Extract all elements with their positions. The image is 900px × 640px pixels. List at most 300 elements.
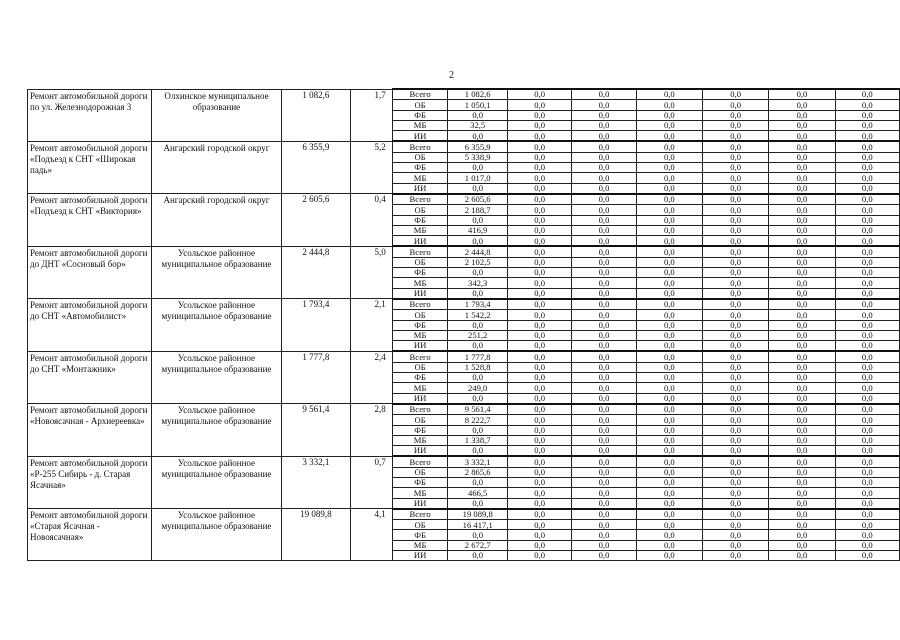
- funding-value-cell: 0,0: [448, 163, 508, 173]
- funding-value-cell: 1 082,6: [448, 89, 508, 100]
- year-value-cell: 0,0: [769, 383, 835, 393]
- year-value-cell: 0,0: [702, 446, 768, 457]
- year-value-cell: 0,0: [702, 194, 768, 205]
- year-value-cell: 0,0: [835, 530, 899, 540]
- year-value-cell: 0,0: [508, 477, 572, 487]
- year-value-cell: 0,0: [769, 173, 835, 183]
- year-value-cell: 0,0: [636, 89, 702, 100]
- year-value-cell: 0,0: [636, 551, 702, 561]
- road-length-cell: 5,2: [351, 141, 393, 193]
- year-value-cell: 0,0: [636, 173, 702, 183]
- year-value-cell: 0,0: [835, 446, 899, 457]
- year-value-cell: 0,0: [769, 246, 835, 257]
- year-value-cell: 0,0: [636, 215, 702, 225]
- funding-source-cell: Всего: [392, 509, 448, 520]
- funding-value-cell: 0,0: [448, 393, 508, 404]
- year-value-cell: 0,0: [636, 393, 702, 404]
- funding-source-cell: ОБ: [392, 362, 448, 372]
- year-value-cell: 0,0: [702, 299, 768, 310]
- year-value-cell: 0,0: [508, 141, 572, 152]
- project-name-cell: Ремонт автомобильной дороги «Р-255 Сибирь - д. Старая Ясачная»: [28, 456, 152, 508]
- table-row: [28, 89, 900, 100]
- year-value-cell: 0,0: [572, 288, 636, 299]
- municipality-cell: Усольское районное муниципальное образование: [152, 456, 281, 508]
- year-value-cell: 0,0: [572, 152, 636, 162]
- funding-value-cell: 0,0: [448, 498, 508, 509]
- funding-source-cell: ИИ: [392, 393, 448, 404]
- municipality-cell: Усольское районное муниципальное образование: [152, 246, 281, 298]
- year-value-cell: 0,0: [508, 551, 572, 561]
- funding-source-cell: Всего: [392, 456, 448, 467]
- year-value-cell: 0,0: [769, 299, 835, 310]
- funding-source-cell: ИИ: [392, 183, 448, 194]
- year-value-cell: 0,0: [835, 435, 899, 445]
- year-value-cell: 0,0: [769, 131, 835, 142]
- year-value-cell: 0,0: [508, 320, 572, 330]
- year-value-cell: 0,0: [636, 456, 702, 467]
- funding-source-cell: ИИ: [392, 236, 448, 247]
- year-value-cell: 0,0: [702, 341, 768, 352]
- year-value-cell: 0,0: [572, 131, 636, 142]
- road-length-cell: 2,4: [351, 351, 393, 403]
- year-value-cell: 0,0: [835, 131, 899, 142]
- funding-value-cell: 0,0: [448, 268, 508, 278]
- year-value-cell: 0,0: [508, 215, 572, 225]
- year-value-cell: 0,0: [636, 383, 702, 393]
- year-value-cell: 0,0: [702, 540, 768, 550]
- funding-source-cell: ФБ: [392, 110, 448, 120]
- year-value-cell: 0,0: [636, 446, 702, 457]
- project-cost-cell: 6 355,9: [281, 141, 351, 193]
- year-value-cell: 0,0: [508, 194, 572, 205]
- year-value-cell: 0,0: [702, 310, 768, 320]
- year-value-cell: 0,0: [702, 362, 768, 372]
- year-value-cell: 0,0: [636, 205, 702, 215]
- year-value-cell: 0,0: [835, 415, 899, 425]
- year-value-cell: 0,0: [702, 205, 768, 215]
- road-length-cell: 0,7: [351, 456, 393, 508]
- year-value-cell: 0,0: [769, 551, 835, 561]
- year-value-cell: 0,0: [508, 435, 572, 445]
- funding-value-cell: 6 355,9: [448, 141, 508, 152]
- year-value-cell: 0,0: [835, 509, 899, 520]
- year-value-cell: 0,0: [835, 488, 899, 498]
- funding-source-cell: Всего: [392, 89, 448, 100]
- year-value-cell: 0,0: [636, 509, 702, 520]
- year-value-cell: 0,0: [769, 520, 835, 530]
- year-value-cell: 0,0: [835, 246, 899, 257]
- funding-value-cell: 3 332,1: [448, 456, 508, 467]
- year-value-cell: 0,0: [835, 205, 899, 215]
- year-value-cell: 0,0: [702, 551, 768, 561]
- table-row: [28, 246, 900, 257]
- year-value-cell: 0,0: [769, 341, 835, 352]
- project-name-cell: Ремонт автомобильной дороги «Подъезд к СНТ «Широкая падь»: [28, 141, 152, 193]
- year-value-cell: 0,0: [769, 393, 835, 404]
- funding-source-cell: ФБ: [392, 477, 448, 487]
- year-value-cell: 0,0: [636, 488, 702, 498]
- year-value-cell: 0,0: [572, 415, 636, 425]
- year-value-cell: 0,0: [835, 425, 899, 435]
- funding-value-cell: 342,3: [448, 278, 508, 288]
- funding-value-cell: 466,5: [448, 488, 508, 498]
- year-value-cell: 0,0: [835, 540, 899, 550]
- year-value-cell: 0,0: [702, 404, 768, 415]
- year-value-cell: 0,0: [572, 351, 636, 362]
- year-value-cell: 0,0: [508, 498, 572, 509]
- year-value-cell: 0,0: [572, 225, 636, 235]
- funding-source-cell: ОБ: [392, 100, 448, 110]
- year-value-cell: 0,0: [769, 215, 835, 225]
- funding-value-cell: 5 338,9: [448, 152, 508, 162]
- year-value-cell: 0,0: [508, 467, 572, 477]
- year-value-cell: 0,0: [702, 225, 768, 235]
- year-value-cell: 0,0: [636, 163, 702, 173]
- year-value-cell: 0,0: [835, 100, 899, 110]
- year-value-cell: 0,0: [702, 467, 768, 477]
- year-value-cell: 0,0: [572, 100, 636, 110]
- funding-value-cell: 19 089,8: [448, 509, 508, 520]
- year-value-cell: 0,0: [769, 89, 835, 100]
- funding-source-cell: МБ: [392, 330, 448, 340]
- project-name-cell: Ремонт автомобильной дороги до ДНТ «Сосновый бор»: [28, 246, 152, 298]
- funding-value-cell: 0,0: [448, 215, 508, 225]
- year-value-cell: 0,0: [572, 205, 636, 215]
- year-value-cell: 0,0: [702, 351, 768, 362]
- funding-value-cell: 2 188,7: [448, 205, 508, 215]
- year-value-cell: 0,0: [636, 152, 702, 162]
- year-value-cell: 0,0: [572, 183, 636, 194]
- year-value-cell: 0,0: [835, 310, 899, 320]
- year-value-cell: 0,0: [572, 446, 636, 457]
- year-value-cell: 0,0: [572, 257, 636, 267]
- funding-value-cell: 2 672,7: [448, 540, 508, 550]
- year-value-cell: 0,0: [702, 509, 768, 520]
- year-value-cell: 0,0: [508, 520, 572, 530]
- funding-source-cell: ИИ: [392, 551, 448, 561]
- funding-value-cell: 0,0: [448, 236, 508, 247]
- year-value-cell: 0,0: [636, 120, 702, 130]
- funding-source-cell: МБ: [392, 225, 448, 235]
- year-value-cell: 0,0: [572, 320, 636, 330]
- project-name-cell: Ремонт автомобильной дороги до СНТ «Монтажник»: [28, 351, 152, 403]
- funding-value-cell: 0,0: [448, 288, 508, 299]
- funding-source-cell: МБ: [392, 120, 448, 130]
- funding-source-cell: ФБ: [392, 268, 448, 278]
- year-value-cell: 0,0: [835, 341, 899, 352]
- funding-source-cell: ОБ: [392, 415, 448, 425]
- project-cost-cell: 3 332,1: [281, 456, 351, 508]
- year-value-cell: 0,0: [769, 330, 835, 340]
- table-row: [28, 404, 900, 415]
- funding-source-cell: ФБ: [392, 373, 448, 383]
- project-cost-cell: 1 777,8: [281, 351, 351, 403]
- year-value-cell: 0,0: [702, 246, 768, 257]
- funding-value-cell: 2 865,6: [448, 467, 508, 477]
- funding-source-cell: ФБ: [392, 215, 448, 225]
- year-value-cell: 0,0: [769, 278, 835, 288]
- funding-value-cell: 0,0: [448, 320, 508, 330]
- funding-source-cell: Всего: [392, 194, 448, 205]
- project-name-cell: Ремонт автомобильной дороги до СНТ «Автомобилист»: [28, 299, 152, 351]
- year-value-cell: 0,0: [835, 173, 899, 183]
- year-value-cell: 0,0: [508, 163, 572, 173]
- year-value-cell: 0,0: [702, 456, 768, 467]
- year-value-cell: 0,0: [508, 236, 572, 247]
- year-value-cell: 0,0: [702, 373, 768, 383]
- year-value-cell: 0,0: [702, 278, 768, 288]
- year-value-cell: 0,0: [702, 163, 768, 173]
- municipality-cell: Усольское районное муниципальное образование: [152, 351, 281, 403]
- table-row: [28, 299, 900, 310]
- year-value-cell: 0,0: [769, 373, 835, 383]
- funding-value-cell: 251,2: [448, 330, 508, 340]
- year-value-cell: 0,0: [572, 110, 636, 120]
- funding-source-cell: ОБ: [392, 467, 448, 477]
- year-value-cell: 0,0: [636, 310, 702, 320]
- year-value-cell: 0,0: [508, 330, 572, 340]
- year-value-cell: 0,0: [572, 520, 636, 530]
- year-value-cell: 0,0: [702, 173, 768, 183]
- year-value-cell: 0,0: [572, 425, 636, 435]
- year-value-cell: 0,0: [636, 425, 702, 435]
- year-value-cell: 0,0: [508, 205, 572, 215]
- year-value-cell: 0,0: [835, 268, 899, 278]
- year-value-cell: 0,0: [508, 351, 572, 362]
- funding-source-cell: ОБ: [392, 257, 448, 267]
- year-value-cell: 0,0: [769, 415, 835, 425]
- year-value-cell: 0,0: [702, 131, 768, 142]
- funding-value-cell: 0,0: [448, 530, 508, 540]
- year-value-cell: 0,0: [835, 163, 899, 173]
- project-cost-cell: 2 605,6: [281, 194, 351, 246]
- year-value-cell: 0,0: [508, 383, 572, 393]
- year-value-cell: 0,0: [636, 477, 702, 487]
- year-value-cell: 0,0: [636, 131, 702, 142]
- year-value-cell: 0,0: [702, 288, 768, 299]
- year-value-cell: 0,0: [572, 341, 636, 352]
- year-value-cell: 0,0: [835, 152, 899, 162]
- year-value-cell: 0,0: [769, 183, 835, 194]
- year-value-cell: 0,0: [636, 540, 702, 550]
- project-cost-cell: 1 793,4: [281, 299, 351, 351]
- funding-value-cell: 0,0: [448, 110, 508, 120]
- funding-value-cell: 9 561,4: [448, 404, 508, 415]
- funding-value-cell: 16 417,1: [448, 520, 508, 530]
- year-value-cell: 0,0: [508, 89, 572, 100]
- year-value-cell: 0,0: [636, 288, 702, 299]
- table-row: [28, 351, 900, 362]
- year-value-cell: 0,0: [508, 425, 572, 435]
- year-value-cell: 0,0: [636, 183, 702, 194]
- year-value-cell: 0,0: [636, 435, 702, 445]
- year-value-cell: 0,0: [835, 520, 899, 530]
- year-value-cell: 0,0: [769, 509, 835, 520]
- year-value-cell: 0,0: [702, 215, 768, 225]
- year-value-cell: 0,0: [702, 236, 768, 247]
- year-value-cell: 0,0: [835, 456, 899, 467]
- table-row: [28, 509, 900, 520]
- funding-value-cell: 1 338,7: [448, 435, 508, 445]
- funding-source-cell: ФБ: [392, 530, 448, 540]
- funding-source-cell: МБ: [392, 435, 448, 445]
- year-value-cell: 0,0: [508, 341, 572, 352]
- year-value-cell: 0,0: [769, 488, 835, 498]
- project-name-cell: Ремонт автомобильной дороги «Подъезд к СНТ «Виктория»: [28, 194, 152, 246]
- year-value-cell: 0,0: [508, 225, 572, 235]
- funding-value-cell: 0,0: [448, 446, 508, 457]
- year-value-cell: 0,0: [572, 467, 636, 477]
- year-value-cell: 0,0: [769, 110, 835, 120]
- year-value-cell: 0,0: [702, 520, 768, 530]
- year-value-cell: 0,0: [702, 415, 768, 425]
- year-value-cell: 0,0: [702, 498, 768, 509]
- year-value-cell: 0,0: [702, 100, 768, 110]
- year-value-cell: 0,0: [572, 310, 636, 320]
- funding-source-cell: ИИ: [392, 341, 448, 352]
- year-value-cell: 0,0: [508, 131, 572, 142]
- funding-value-cell: 1 528,8: [448, 362, 508, 372]
- year-value-cell: 0,0: [572, 163, 636, 173]
- year-value-cell: 0,0: [835, 257, 899, 267]
- year-value-cell: 0,0: [636, 278, 702, 288]
- municipality-cell: Усольское районное муниципальное образование: [152, 509, 281, 561]
- year-value-cell: 0,0: [508, 488, 572, 498]
- municipality-cell: Усольское районное муниципальное образование: [152, 299, 281, 351]
- year-value-cell: 0,0: [835, 393, 899, 404]
- year-value-cell: 0,0: [508, 120, 572, 130]
- year-value-cell: 0,0: [702, 425, 768, 435]
- project-cost-cell: 1 082,6: [281, 89, 351, 141]
- funding-value-cell: 0,0: [448, 183, 508, 194]
- funding-value-cell: 0,0: [448, 425, 508, 435]
- year-value-cell: 0,0: [508, 393, 572, 404]
- year-value-cell: 0,0: [636, 110, 702, 120]
- year-value-cell: 0,0: [572, 435, 636, 445]
- year-value-cell: 0,0: [769, 446, 835, 457]
- funding-value-cell: 1 017,0: [448, 173, 508, 183]
- year-value-cell: 0,0: [572, 246, 636, 257]
- road-length-cell: 5,0: [351, 246, 393, 298]
- year-value-cell: 0,0: [636, 530, 702, 540]
- funding-value-cell: 2 444,8: [448, 246, 508, 257]
- year-value-cell: 0,0: [835, 467, 899, 477]
- funding-source-cell: ФБ: [392, 320, 448, 330]
- year-value-cell: 0,0: [769, 257, 835, 267]
- year-value-cell: 0,0: [835, 288, 899, 299]
- year-value-cell: 0,0: [769, 404, 835, 415]
- funding-source-cell: ИИ: [392, 498, 448, 509]
- funding-source-cell: ИИ: [392, 446, 448, 457]
- year-value-cell: 0,0: [508, 446, 572, 457]
- year-value-cell: 0,0: [702, 141, 768, 152]
- year-value-cell: 0,0: [702, 530, 768, 540]
- year-value-cell: 0,0: [835, 110, 899, 120]
- year-value-cell: 0,0: [702, 435, 768, 445]
- year-value-cell: 0,0: [702, 320, 768, 330]
- funding-source-cell: Всего: [392, 351, 448, 362]
- year-value-cell: 0,0: [835, 351, 899, 362]
- year-value-cell: 0,0: [769, 530, 835, 540]
- year-value-cell: 0,0: [769, 152, 835, 162]
- funding-value-cell: 0,0: [448, 373, 508, 383]
- year-value-cell: 0,0: [835, 215, 899, 225]
- road-length-cell: 0,4: [351, 194, 393, 246]
- project-name-cell: Ремонт автомобильной дороги «Новоясачная - Архиереевка»: [28, 404, 152, 456]
- table-row: [28, 194, 900, 205]
- year-value-cell: 0,0: [769, 194, 835, 205]
- year-value-cell: 0,0: [508, 415, 572, 425]
- year-value-cell: 0,0: [769, 456, 835, 467]
- funding-value-cell: 416,9: [448, 225, 508, 235]
- year-value-cell: 0,0: [508, 173, 572, 183]
- year-value-cell: 0,0: [508, 152, 572, 162]
- year-value-cell: 0,0: [769, 477, 835, 487]
- year-value-cell: 0,0: [702, 257, 768, 267]
- project-name-cell: Ремонт автомобильной дороги по ул. Железнодорожная 3: [28, 89, 152, 141]
- table-row: [28, 456, 900, 467]
- year-value-cell: 0,0: [702, 183, 768, 194]
- year-value-cell: 0,0: [636, 373, 702, 383]
- funding-value-cell: 0,0: [448, 131, 508, 142]
- year-value-cell: 0,0: [636, 141, 702, 152]
- year-value-cell: 0,0: [572, 278, 636, 288]
- funding-source-cell: Всего: [392, 404, 448, 415]
- year-value-cell: 0,0: [508, 509, 572, 520]
- road-length-cell: 2,8: [351, 404, 393, 456]
- funding-source-cell: МБ: [392, 383, 448, 393]
- year-value-cell: 0,0: [702, 393, 768, 404]
- year-value-cell: 0,0: [636, 341, 702, 352]
- year-value-cell: 0,0: [508, 278, 572, 288]
- funding-source-cell: МБ: [392, 173, 448, 183]
- funding-source-cell: ОБ: [392, 205, 448, 215]
- year-value-cell: 0,0: [769, 320, 835, 330]
- year-value-cell: 0,0: [508, 268, 572, 278]
- year-value-cell: 0,0: [835, 278, 899, 288]
- road-length-cell: 1,7: [351, 89, 393, 141]
- year-value-cell: 0,0: [572, 488, 636, 498]
- year-value-cell: 0,0: [835, 194, 899, 205]
- year-value-cell: 0,0: [835, 183, 899, 194]
- project-cost-cell: 19 089,8: [281, 509, 351, 561]
- year-value-cell: 0,0: [572, 373, 636, 383]
- funding-source-cell: ФБ: [392, 163, 448, 173]
- year-value-cell: 0,0: [769, 288, 835, 299]
- year-value-cell: 0,0: [769, 351, 835, 362]
- project-cost-cell: 2 444,8: [281, 246, 351, 298]
- year-value-cell: 0,0: [636, 415, 702, 425]
- funding-source-cell: МБ: [392, 540, 448, 550]
- year-value-cell: 0,0: [636, 467, 702, 477]
- year-value-cell: 0,0: [702, 268, 768, 278]
- year-value-cell: 0,0: [835, 225, 899, 235]
- year-value-cell: 0,0: [702, 120, 768, 130]
- funding-value-cell: 1 050,1: [448, 100, 508, 110]
- funding-value-cell: 0,0: [448, 551, 508, 561]
- year-value-cell: 0,0: [835, 330, 899, 340]
- year-value-cell: 0,0: [508, 362, 572, 372]
- year-value-cell: 0,0: [769, 435, 835, 445]
- funding-source-cell: МБ: [392, 488, 448, 498]
- year-value-cell: 0,0: [508, 456, 572, 467]
- year-value-cell: 0,0: [572, 456, 636, 467]
- budget-table: [27, 88, 900, 561]
- year-value-cell: 0,0: [572, 540, 636, 550]
- year-value-cell: 0,0: [636, 194, 702, 205]
- year-value-cell: 0,0: [636, 100, 702, 110]
- year-value-cell: 0,0: [702, 488, 768, 498]
